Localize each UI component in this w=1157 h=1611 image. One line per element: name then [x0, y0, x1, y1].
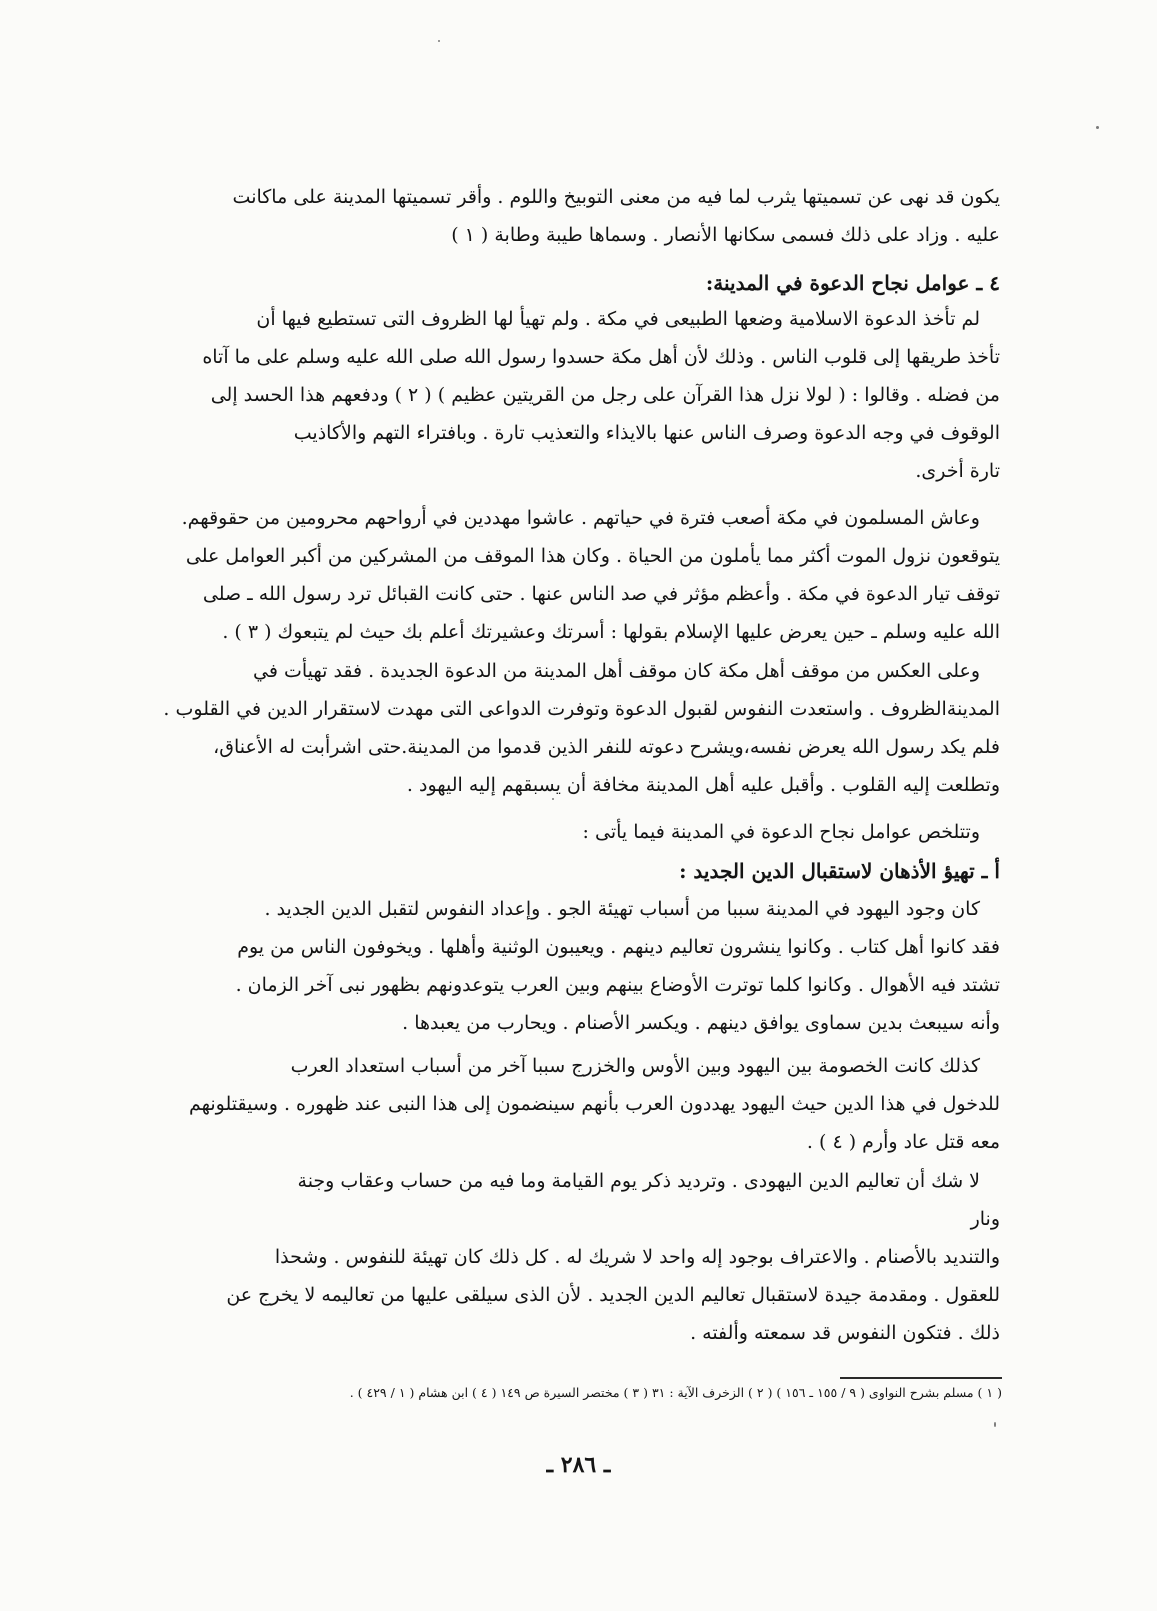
scan-speck — [552, 798, 554, 800]
text-line: كذلك كانت الخصومة بين اليهود وبين الأوس والخزرج سببا آخر من أسباب استعداد العرب — [290, 1055, 980, 1077]
section-heading-block — [160, 264, 1000, 302]
text-line: يكون قد نهى عن تسميتها يثرب لما فيه من معنى التوبيخ واللوم . وأقر تسميتها المدينة على ماكانت — [232, 186, 1000, 208]
paragraph-1 — [160, 300, 1000, 490]
text-line: وعلى العكس من موقف أهل مكة كان موقف أهل المدينة من الدعوة الجديدة . فقد تهيأت في — [253, 660, 980, 682]
scan-speck — [438, 40, 440, 42]
scan-speck — [994, 1422, 996, 1427]
text-line: والتنديد بالأصنام . والاعتراف بوجود إله واحد لا شريك له . كل ذلك كان تهيئة للنفوس . وشحذا — [274, 1246, 1000, 1268]
subheading-block — [160, 852, 1000, 890]
text-line: لا شك أن تعاليم الدين اليهودى . وترديد ذكر يوم القيامة وما فيه من حساب وعقاب وجنة — [297, 1170, 980, 1192]
paragraph-2 — [160, 499, 1000, 651]
text-line: تارة أخرى. — [915, 460, 1000, 482]
text-line: معه قتل عاد وأرم ( ٤ ) . — [806, 1131, 1000, 1153]
text-line: ذلك . فتكون النفوس قد سمعته وألفته . — [690, 1322, 1000, 1344]
text-line: من فضله . وقالوا : ( لولا نزل هذا القرآن على رجل من القريتين عظيم ) ( ٢ ) ودفعهم هذا الحسد إلى — [210, 384, 1000, 406]
text-line: للدخول في هذا الدين حيث اليهود يهددون العرب بأنهم سينضمون إلى هذا النبى عند ظهوره . وسيقتلونهم — [188, 1093, 1000, 1115]
paragraph-3 — [160, 652, 1000, 804]
text-line: وعاش المسلمون في مكة أصعب فترة في حياتهم . عاشوا مهددين في أرواحهم محرومين من حقوقهم. — [181, 507, 980, 529]
text-line: تشتد فيه الأهوال . وكانوا كلما توترت الأوضاع بينهم وبين العرب يتوعدونهم بظهور نبى آخر الزمان . — [235, 974, 1000, 996]
text-line: وتتلخص عوامل نجاح الدعوة في المدينة فيما يأتى : — [582, 821, 980, 843]
text-line: وأنه سيبعث بدين سماوى يوافق دينهم . ويكسر الأصنام . ويحارب من يعبدها . — [402, 1012, 1000, 1034]
text-line: لم تأخذ الدعوة الاسلامية وضعها الطبيعى في مكة . ولم تهيأ لها الظروف التى تستطيع فيها أن — [256, 308, 980, 330]
paragraph-5 — [160, 890, 1000, 1042]
text-line: يتوقعون نزول الموت أكثر مما يأملون من الحياة . وكان هذا الموقف من المشركين من أكبر العوامل على — [185, 545, 1000, 567]
text-line: فلم يكد رسول الله يعرض نفسه،ويشرح دعوته للنفر الذين قدموا من المدينة.حتى اشرأبت له الأعناق، — [213, 736, 1000, 758]
paragraph-7 — [160, 1162, 1000, 1352]
intro-paragraph — [160, 178, 1000, 254]
text-line: عليه . وزاد على ذلك فسمى سكانها الأنصار . وسماها طيبة وطابة ( ١ ) — [451, 224, 1000, 246]
text-line: وتطلعت إليه القلوب . وأقبل عليه أهل المدينة مخافة أن يسبقهم إليه اليهود . — [406, 774, 1000, 796]
footnote-divider — [840, 1377, 1002, 1379]
text-line: ونار — [970, 1208, 1000, 1230]
paragraph-6 — [160, 1047, 1000, 1161]
text-line: الوقوف في وجه الدعوة وصرف الناس عنها بالايذاء والتعذيب تارة . وبافتراء التهم والأكاذيب — [293, 422, 1000, 444]
text-line: للعقول . ومقدمة جيدة لاستقبال تعاليم الدين الجديد . لأن الذى سيلقى عليها من تعاليمه لا يخرج عن — [226, 1284, 1000, 1306]
footnotes: ( ١ ) مسلم بشرح النواوى ( ٩ / ١٥٥ ـ ١٥٦ ) ( ٢ ) الزخرف الآية : ٣١ ( ٣ ) مختصر السيرة ص ١٤٩ ( ٤ ) ابن هشام ( ١ / ٤٢٩ ) . — [349, 1385, 1002, 1400]
text-line: فقد كانوا أهل كتاب . وكانوا ينشرون تعاليم دينهم . ويعيبون الوثنية وأهلها . ويخوفون الناس من يوم — [237, 936, 1000, 958]
text-line: كان وجود اليهود في المدينة سببا من أسباب تهيئة الجو . وإعداد النفوس لتقبل الدين الجديد . — [264, 898, 980, 920]
text-line: توقف تيار الدعوة في مكة . وأعظم مؤثر في صد الناس عنها . حتى كانت القبائل ترد رسول الله ـ صلى — [202, 583, 1000, 605]
subheading: أ ـ تهيؤ الأذهان لاستقبال الدين الجديد : — [679, 859, 1000, 883]
scan-speck — [1096, 126, 1099, 129]
paragraph-4 — [160, 813, 1000, 851]
text-line: الله عليه وسلم ـ حين يعرض عليها الإسلام بقولها : أسرتك وعشيرتك أعلم بك حيث لم يتبعوك ( ٣ ) . — [222, 621, 1000, 643]
section-heading: ٤ ـ عوامل نجاح الدعوة في المدينة: — [705, 271, 1000, 295]
page-number: ـ ٢٨٦ ـ — [546, 1452, 611, 1478]
text-line: المدينةالظروف . واستعدت النفوس لقبول الدعوة وتوفرت الدواعى التى مهدت لاستقرار الدين في القلوب . — [163, 698, 1000, 720]
text-line: تأخذ طريقها إلى قلوب الناس . وذلك لأن أهل مكة حسدوا رسول الله صلى الله عليه وسلم على ما آتاه — [202, 346, 1000, 368]
